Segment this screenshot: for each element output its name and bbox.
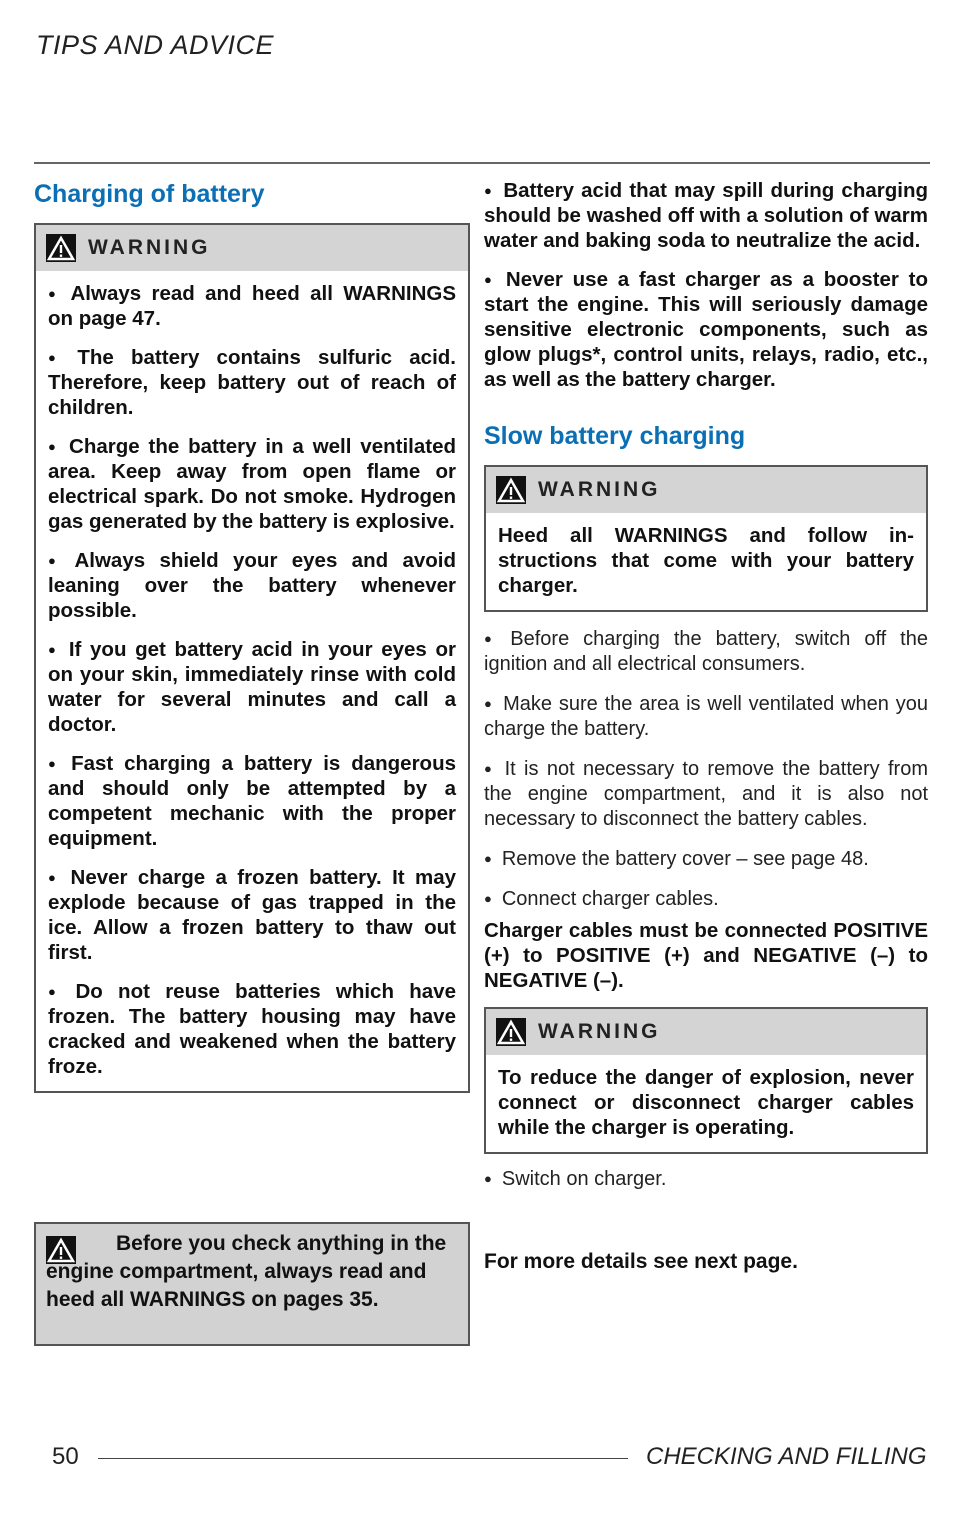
footer-section-title: CHECKING AND FILLING [646,1443,927,1470]
step-item: ● Make sure the area is well ventilated when you charge the battery. [484,691,928,742]
step-item: ● Connect charger cables. [484,886,928,912]
fast-charger-item: ● Never use a fast charger as a booster to start the engine. This will seriously damage sensitive electronic components, such as glow plugs*, control units, relays, radio, etc., as well as the battery charger. [484,267,928,392]
warning-text: To reduce the danger of explosion, never connect or disconnect charger cables while the charger is operating. [498,1066,914,1139]
warning-body [486,1055,926,1152]
warning-item: ● Always read and heed all WARNINGS on page 47. [48,281,456,331]
header-divider [34,162,930,164]
warning-box-explosion [484,1007,928,1154]
warning-item: ● Always shield your eyes and avoid leaning over the battery whenever possible. [48,548,456,623]
warning-text: Heed all WARNINGS and follow instructions that come with your battery charger. [498,524,914,597]
warning-item: ● Fast charging a battery is dangerous and should only be attempted by a competent mechanic with the proper equipment. [48,751,456,851]
step-item: ● Before charging the battery, switch off the ignition and all electrical consumers. [484,626,928,677]
warning-body [36,271,468,1091]
switch-on-item: ● Switch on charger. [484,1166,928,1192]
warning-triangle-icon [46,234,76,262]
warning-header [486,467,926,513]
section-title-slow-charging: Slow battery charging [484,422,746,450]
warning-label: WARNING [538,478,661,501]
page-number: 50 [52,1443,79,1470]
warning-triangle-icon [496,476,526,504]
warning-label: WARNING [88,236,211,259]
acid-spill-item: ● Battery acid that may spill during charging should be washed off with a solution of warm water and baking soda to neutralize the acid. [484,178,928,253]
warning-triangle-icon [496,1018,526,1046]
warning-box-charging [34,223,470,1093]
warning-header [36,225,468,271]
section-title-charging: Charging of battery [34,180,265,208]
left-column [34,172,470,1105]
warning-label: WARNING [538,1020,661,1043]
warning-item: ● If you get battery acid in your eyes or on your skin, immediately rinse with cold water for several minutes and call a doctor. [48,637,456,737]
more-details: For more details see next page. [484,1250,798,1273]
warning-item: ● Charge the battery in a well ventilated area. Keep away from open flame or electrical spark. Do not smoke. Hydrogen gas generated by the battery is explosive. [48,434,456,534]
polarity-instruction: Charger cables must be connected POSITIVE (+) to POSITIVE (+) and NEGATIVE (–) to NEGATIVE (–). [484,919,928,992]
warning-box-follow-instructions [484,465,928,612]
engine-compartment-note [34,1222,470,1346]
warning-body [486,513,926,610]
note-text: Before you check anything in the engine compartment, always read and heed all WARNINGS on pages 35. [46,1232,447,1311]
warning-item: ● Never charge a frozen battery. It may explode because of gas trapped in the ice. Allow a frozen battery to thaw out first. [48,865,456,965]
step-item: ● It is not necessary to remove the battery from the engine compartment, and it is also not necessary to disconnect the battery cables. [484,756,928,832]
warning-item: ● Do not reuse batteries which have frozen. The battery housing may have cracked and weakened when the battery froze. [48,979,456,1079]
page-header-title: TIPS AND ADVICE [36,30,275,60]
right-column [484,172,928,1274]
warning-item: ● The battery contains sulfuric acid. Therefore, keep battery out of reach of children. [48,345,456,420]
warning-header [486,1009,926,1055]
step-item: ● Remove the battery cover – see page 48. [484,846,928,872]
footer-divider [98,1458,628,1459]
